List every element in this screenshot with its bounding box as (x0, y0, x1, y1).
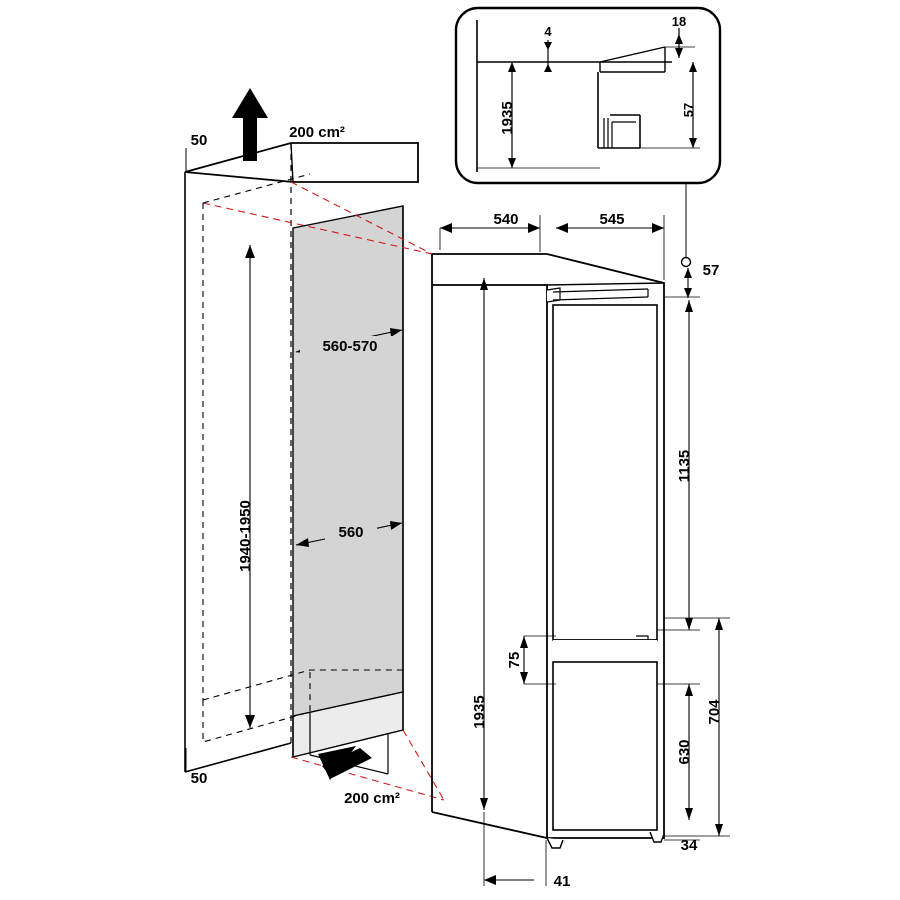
dim-704-arrow-bottom (715, 824, 723, 836)
dim-depth-label: 560-570 (322, 338, 378, 355)
cabinet-bottom-left-edge (185, 743, 291, 772)
detail-dim-4-label: 4 (544, 24, 552, 39)
dim-630-label: 630 (676, 739, 693, 765)
dim-630-arrow-top (685, 684, 693, 696)
dim-57-arrow-bottom (684, 288, 692, 298)
niche-side-panel (293, 206, 403, 716)
dim-75-label: 75 (506, 651, 523, 669)
airflow-arrow-bottom (318, 746, 372, 780)
door-gap-region (553, 640, 657, 662)
dim-width-label: 560 (338, 524, 364, 541)
dim-545-arrow-left (556, 223, 568, 233)
fridge-door (553, 305, 657, 640)
vent-bottom-label: 200 cm² (344, 790, 400, 807)
appliance-view (432, 211, 730, 890)
dim-34-label: 34 (680, 837, 698, 854)
dim-bottom-gap-label: 50 (190, 770, 208, 787)
dim-1135-arrow-top (685, 300, 693, 312)
dim-41-arrow-left (484, 875, 496, 885)
dim-704-arrow-top (715, 618, 723, 630)
dim-niche-height-arrow-bottom (245, 715, 255, 728)
vent-top-label: 200 cm² (289, 124, 345, 141)
dim-630-arrow-bottom (685, 808, 693, 820)
dim-75-arrow-top (520, 636, 528, 648)
detail-inset-frame (456, 8, 720, 183)
dim-704-label: 704 (706, 699, 723, 725)
dim-540-arrow-right (528, 223, 540, 233)
dim-41-label: 41 (553, 873, 571, 890)
dim-75-arrow-bottom (520, 672, 528, 684)
freezer-door (553, 662, 657, 830)
dim-niche-height-arrow-top (245, 245, 255, 258)
detail-leader-target (682, 258, 691, 267)
appliance-foot-front (547, 838, 563, 848)
detail-dim-18-label: 18 (671, 14, 687, 29)
dim-niche-height-label: 1940-1950 (237, 500, 254, 572)
dim-1935-label: 1935 (471, 695, 488, 729)
niche-cabinet-view (185, 88, 444, 807)
dim-545-arrow-right (652, 223, 664, 233)
appliance-bottom-edge (432, 812, 547, 838)
dim-545-label: 545 (599, 211, 625, 228)
dim-57-label: 57 (702, 262, 720, 279)
dim-540-arrow-left (440, 223, 452, 233)
detail-dim-57-label: 57 (681, 102, 696, 118)
detail-dim-1935-label: 1935 (499, 101, 516, 135)
projection-line-bottom (403, 730, 444, 800)
dim-1135-arrow-bottom (685, 618, 693, 630)
dim-57-arrow-top (684, 268, 692, 278)
dim-1935-arrow-bottom (480, 798, 488, 810)
dim-1135-label: 1135 (676, 449, 693, 483)
dim-top-gap-label: 50 (190, 132, 208, 149)
dim-540-label: 540 (493, 211, 519, 228)
